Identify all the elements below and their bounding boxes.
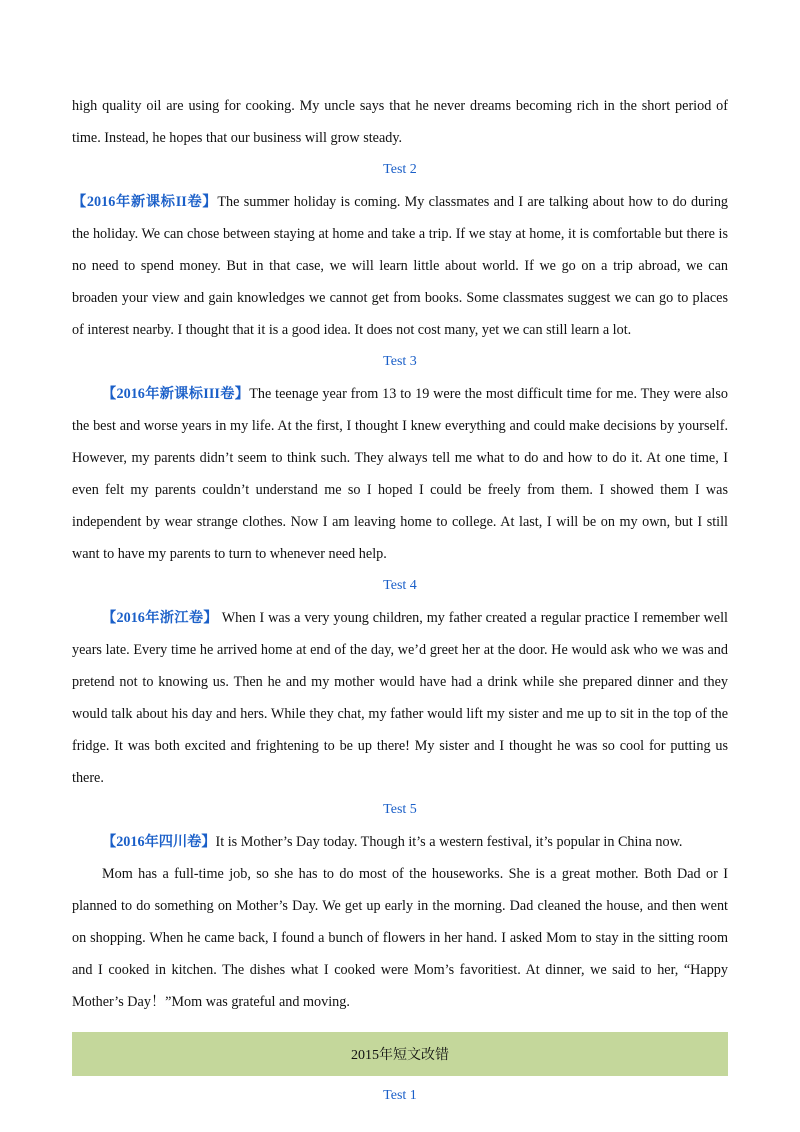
section-2015-test-1-title: Test 1 <box>383 1088 417 1103</box>
test-3-source: 【2016年新课标III卷】 <box>102 386 250 402</box>
test-5-text-1: It is Mother’s Day today. Though it’s a western festival, it’s popular in China now. <box>215 834 683 850</box>
test-3-paragraph <box>72 378 728 570</box>
document-page <box>72 90 728 1112</box>
test-5-paragraph-2: Mom has a full-time job, so she has to do most of the houseworks. She is a great mother. Both Dad or I planned to do something on Mother’s Day. We get up early in the morning. Dad cleaned the house, and then went on shopping. When he came back, I found a bunch of flowers in her hand. I asked Mom to stay in the sitting room and I cooked in kitchen. The dishes what I cooked were Mom’s favoritiest. At dinner, we said to her, “Happy Mother’s Day！”Mom was grateful and moving. <box>72 866 728 1010</box>
section-banner <box>72 1032 728 1076</box>
test-4-paragraph <box>72 602 728 794</box>
test-3-text: The teenage year from 13 to 19 were the most difficult time for me. They were also the best and worse years in my life. At the first, I thought I knew everything and could make decisions by yourself. However, my parents didn’t seem to think such. They always tell me what to do and how to do it. At one time, I even felt my parents couldn’t understand me so I hoped I could be freely from them. I showed them I was independent by wear strange clothes. Now I am leaving home to college. At last, I will be on my own, but I still want to have my parents to turn to whenever need help. <box>72 386 728 562</box>
test-2-paragraph <box>72 186 728 346</box>
test-5-title: Test 5 <box>383 802 417 817</box>
test-3-title: Test 3 <box>383 354 417 369</box>
test-5-paragraph-1 <box>72 826 728 858</box>
section-banner-title: 2015年短文改错 <box>351 1048 449 1063</box>
test-2-title: Test 2 <box>383 162 417 177</box>
test-2-text: The summer holiday is coming. My classmates and I are talking about how to do during the holiday. We can chose between staying at home and take a trip. If we stay at home, it is comfortable but there is no need to spend money. But in that case, we will learn little about world. If we go on a trip abroad, we can broaden your view and gain knowledges we cannot get from books. Some classmates suggest we can go to places of interest nearby. I thought that it is a good idea. It does not cost many, yet we can still learn a lot. <box>72 194 729 338</box>
test-4-title: Test 4 <box>383 578 417 593</box>
test-5-source: 【2016年四川卷】 <box>102 834 216 850</box>
test-4-source: 【2016年浙江卷】 <box>102 610 218 626</box>
test-4-text: When I was a very young children, my father created a regular practice I remember well years late. Every time he arrived home at end of the day, we’d greet her at the door. He would ask who we was and pretend not to knowing us. Then he and my mother would have had a drink while she prepared dinner and they would talk about his day and hers. While they chat, my father would lift my sister and me up to sit in the top of the fridge. It was both excited and frightening to be up there! My sister and I thought he was so cool for putting us there. <box>72 610 728 786</box>
test-2-source: 【2016年新课标II卷】 <box>72 194 218 210</box>
intro-paragraph: high quality oil are using for cooking. My uncle says that he never dreams becoming rich in the short period of time. Instead, he hopes that our business will grow steady. <box>72 98 728 146</box>
